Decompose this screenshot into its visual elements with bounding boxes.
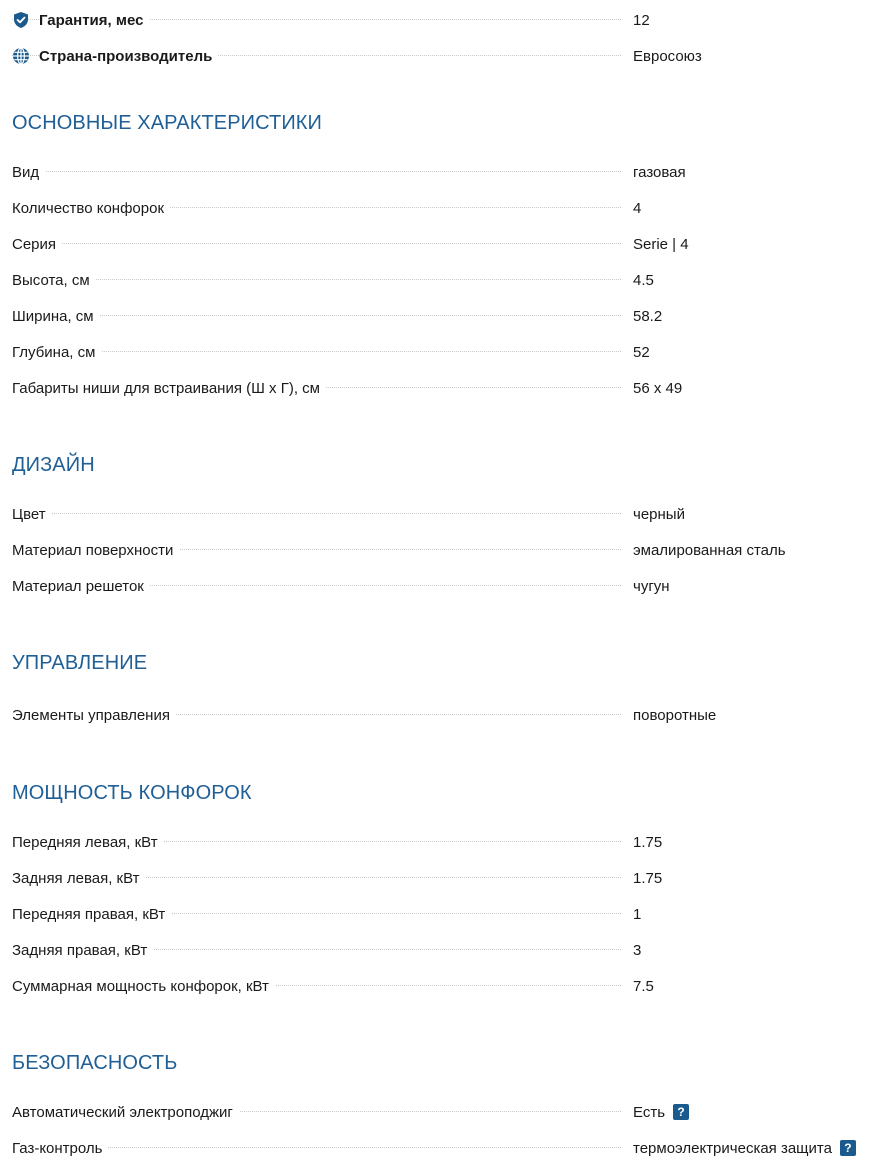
spec-row [12,226,872,262]
spec-label: Задняя левая, кВт [12,870,146,887]
spec-row [12,896,872,932]
spec-label: Элементы управления [12,707,176,724]
spec-row [12,154,872,190]
spec-row [12,298,872,334]
spec-row [12,697,872,733]
spec-label-cell [12,47,621,65]
spec-value: 1 [633,905,642,923]
spec-row [12,334,872,370]
spec-label: Глубина, см [12,344,101,361]
spec-value: 52 [633,343,650,361]
spec-label-cell [12,870,621,887]
spec-label: Передняя левая, кВт [12,834,164,851]
section-title-controls: УПРАВЛЕНИЕ [12,652,148,674]
spec-row [12,824,872,860]
spec-label-cell [12,506,621,523]
spec-row [12,1094,872,1130]
spec-value: 56 x 49 [633,379,683,397]
spec-label-cell [12,834,621,851]
spec-label: Материал решеток [12,578,150,595]
spec-label: Задняя правая, кВт [12,942,153,959]
spec-row [12,496,872,532]
spec-value: чугун [633,577,670,595]
spec-label-cell [12,380,621,397]
spec-label-cell [12,1104,621,1121]
section-title-burner-power: МОЩНОСТЬ КОНФОРОК [12,782,252,804]
spec-row [12,568,872,604]
spec-row [12,968,872,1004]
spec-row [12,932,872,968]
section-title-design: ДИЗАЙН [12,454,95,476]
spec-label: Гарантия, мес [39,12,149,29]
spec-row [12,370,872,406]
spec-value: 1.75 [633,833,663,851]
spec-label-cell [12,308,621,325]
spec-value: Есть [633,1103,666,1121]
spec-row [12,190,872,226]
spec-row [12,262,872,298]
spec-value: 58.2 [633,307,663,325]
spec-label-cell [12,236,621,253]
spec-label-cell [12,942,621,959]
spec-value: газовая [633,163,686,181]
spec-label-cell [12,707,621,724]
spec-label: Ширина, см [12,308,100,325]
spec-label: Материал поверхности [12,542,179,559]
spec-label: Газ-контроль [12,1140,108,1157]
spec-label-cell [12,978,621,995]
shield-check-icon [12,11,30,29]
spec-row-country [12,38,872,74]
spec-label-cell [12,272,621,289]
section-title-safety: БЕЗОПАСНОСТЬ [12,1052,178,1074]
globe-icon [12,47,30,65]
spec-label-cell [12,578,621,595]
help-icon[interactable]: ? [840,1140,856,1156]
spec-label-cell [12,164,621,181]
spec-row [12,1130,872,1166]
spec-value: 4 [633,199,642,217]
spec-value: 3 [633,941,642,959]
spec-row-warranty [12,2,872,38]
spec-value: Евросоюз [633,47,702,65]
spec-value: поворотные [633,706,717,724]
spec-label: Автоматический электроподжиг [12,1104,239,1121]
spec-value: 4.5 [633,271,654,289]
help-icon[interactable]: ? [673,1104,689,1120]
spec-label: Передняя правая, кВт [12,906,171,923]
spec-label: Страна-производитель [39,48,218,65]
spec-label: Количество конфорок [12,200,170,217]
spec-label: Вид [12,164,45,181]
spec-label-cell [12,200,621,217]
spec-value: эмалированная сталь [633,541,786,559]
spec-label-cell [12,906,621,923]
spec-value: 1.75 [633,869,663,887]
spec-label: Цвет [12,506,52,523]
spec-label-cell [12,1140,621,1157]
spec-label: Серия [12,236,62,253]
spec-label: Высота, см [12,272,96,289]
spec-label-cell [12,542,621,559]
spec-value: черный [633,505,685,523]
spec-value: Serie | 4 [633,235,689,253]
spec-row [12,860,872,896]
spec-label: Суммарная мощность конфорок, кВт [12,978,275,995]
spec-row [12,532,872,568]
spec-value: термоэлектрическая защита [633,1139,832,1157]
specs-container [12,0,872,1166]
spec-value: 12 [633,11,650,29]
spec-label-cell [12,11,621,29]
spec-value-cell [633,1140,856,1157]
spec-value: 7.5 [633,977,654,995]
spec-label: Габариты ниши для встраивания (Ш х Г), см [12,380,326,397]
spec-value-cell [633,1104,689,1121]
section-title-main: ОСНОВНЫЕ ХАРАКТЕРИСТИКИ [12,112,323,134]
spec-label-cell [12,344,621,361]
